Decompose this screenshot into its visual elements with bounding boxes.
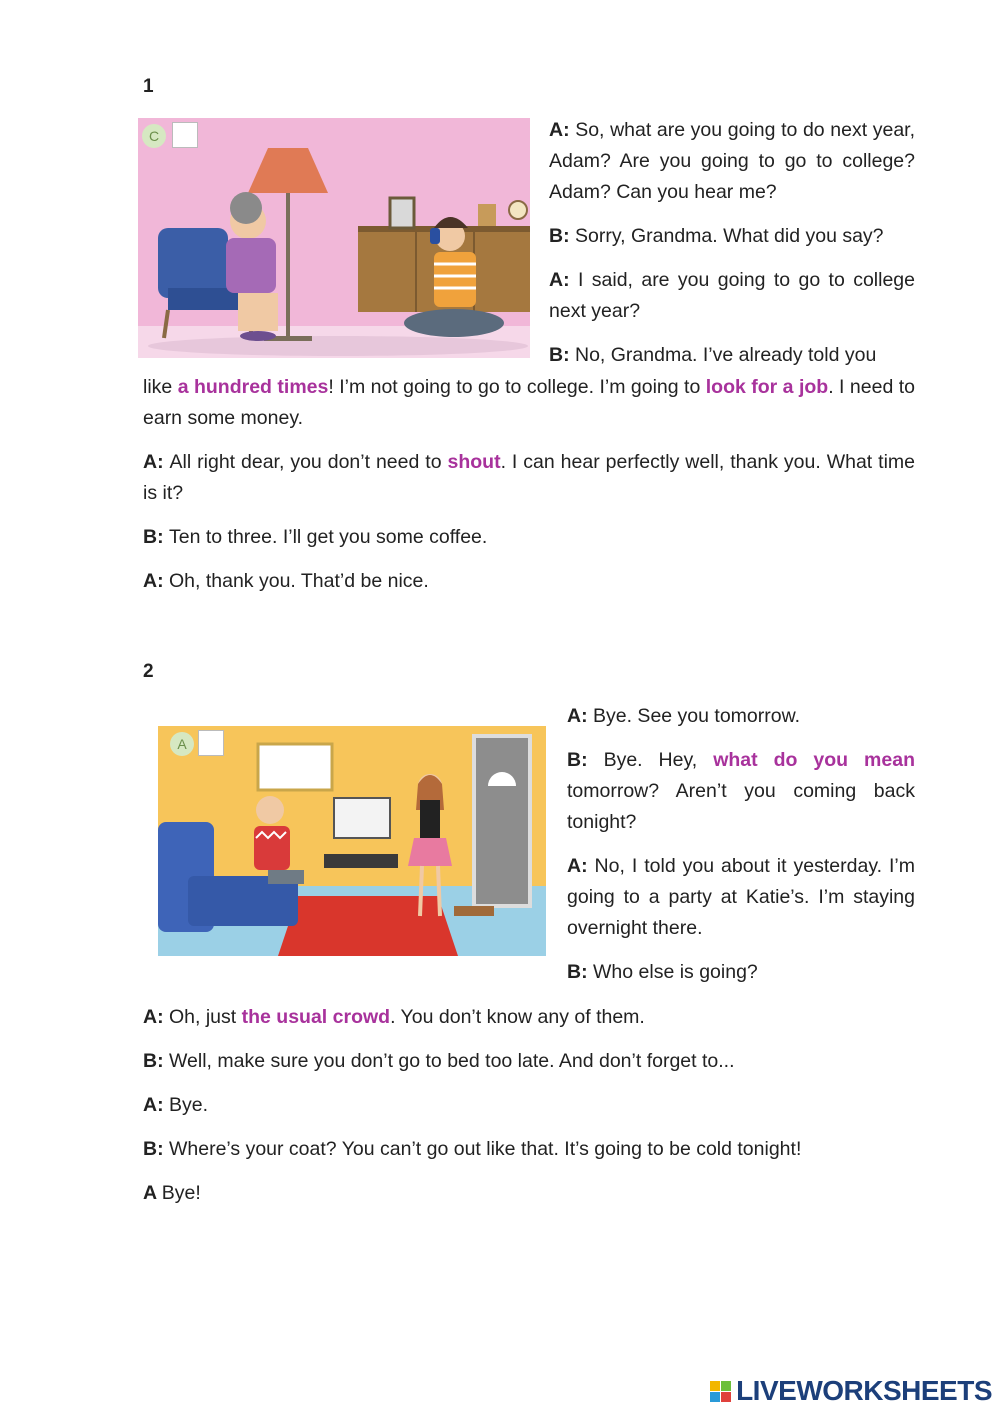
dialogue-text: No, I told you about it yesterday. I’m going to a party at Katie’s. I’m staying overnight there. — [567, 855, 915, 939]
dialogue-line — [143, 1090, 915, 1121]
brand-text: LIVEWORKSHEETS — [736, 1375, 992, 1406]
dialogue-text: Oh, thank you. That’d be nice. — [169, 570, 429, 592]
speaker-label: A: — [143, 1006, 169, 1028]
speaker-label: A: — [143, 451, 170, 473]
speaker-label: B: — [567, 749, 604, 771]
speaker-label: A: — [549, 269, 578, 291]
section-1-number: 1 — [143, 76, 154, 97]
dialogue-text: ! I’m not going to go to college. I’m going to — [328, 376, 706, 398]
speaker-label: A: — [567, 705, 593, 727]
speaker-label: A: — [143, 570, 169, 592]
dialogue-line — [567, 745, 915, 838]
highlighted-phrase: what do you mean — [713, 749, 915, 771]
illustration-living-room-leaving — [158, 726, 546, 956]
dialogue-line — [567, 701, 915, 732]
dialogue-continuation — [143, 372, 915, 434]
answer-checkbox[interactable] — [172, 122, 198, 148]
answer-checkbox[interactable] — [198, 730, 224, 756]
dialogue-line — [143, 447, 915, 509]
liveworksheets-logo — [710, 1375, 992, 1407]
dialogue-line — [143, 1002, 915, 1033]
speaker-label: B: — [549, 225, 575, 247]
dialogue-line — [549, 221, 915, 252]
speaker-label: B: — [567, 961, 593, 983]
dialogue-text: . I can hear perfectly well, thank you. What time is it? — [143, 451, 915, 504]
section-1-dialogue-side — [549, 115, 915, 384]
section-1-dialogue-full — [143, 372, 915, 610]
dialogue-text: Bye. See you tomorrow. — [593, 705, 801, 727]
section-2-dialogue-side — [567, 701, 915, 1001]
dialogue-text: No, Grandma. I’ve already told you — [575, 344, 877, 366]
highlighted-phrase: shout — [447, 451, 501, 473]
highlighted-phrase: look for a job — [705, 376, 829, 398]
brand-mark-icon — [710, 1381, 731, 1402]
highlighted-phrase: the usual crowd — [241, 1006, 391, 1028]
dialogue-line — [567, 851, 915, 944]
dialogue-line — [143, 1178, 915, 1209]
dialogue-text: So, what are you going to do next year, Adam? Are you going to go to college? Adam? Can you hear me? — [549, 119, 915, 203]
dialogue-text: Well, make sure you don’t go to bed too late. And don’t forget to... — [169, 1050, 735, 1072]
dialogue-line — [549, 115, 915, 208]
section-2-number: 2 — [143, 661, 154, 682]
dialogue-text: Ten to three. I’ll get you some coffee. — [169, 526, 488, 548]
dialogue-line — [143, 1134, 915, 1165]
dialogue-line — [567, 957, 915, 988]
dialogue-line — [143, 566, 915, 597]
speaker-label: B: — [143, 1050, 169, 1072]
image-letter-badge: C — [142, 124, 166, 148]
dialogue-text: like — [143, 376, 178, 398]
speaker-label: B: — [143, 526, 169, 548]
dialogue-text: Oh, just — [169, 1006, 242, 1028]
dialogue-text: Who else is going? — [593, 961, 758, 983]
dialogue-line — [549, 265, 915, 327]
dialogue-text: Sorry, Grandma. What did you say? — [575, 225, 884, 247]
dialogue-line — [549, 340, 915, 371]
dialogue-text: tomorrow? Aren’t you coming back tonight? — [567, 780, 915, 833]
dialogue-text: I said, are you going to go to college next year? — [549, 269, 915, 322]
dialogue-text: . I need to earn some money. — [143, 376, 915, 429]
dialogue-text: All right dear, you don’t need to — [169, 451, 448, 473]
speaker-label: B: — [549, 344, 575, 366]
speaker-label: B: — [143, 1138, 169, 1160]
section-2-dialogue-full — [143, 1002, 915, 1222]
speaker-label: A — [143, 1182, 162, 1204]
dialogue-text: Bye. Hey, — [603, 749, 714, 771]
dialogue-text: . You don’t know any of them. — [390, 1006, 645, 1028]
dialogue-text: Bye! — [161, 1182, 201, 1204]
speaker-label: A: — [549, 119, 576, 141]
dialogue-text: Where’s your coat? You can’t go out like that. It’s going to be cold tonight! — [169, 1138, 802, 1160]
dialogue-line — [143, 1046, 915, 1077]
speaker-label: A: — [567, 855, 595, 877]
image-letter-badge: A — [170, 732, 194, 756]
highlighted-phrase: a hundred times — [177, 376, 329, 398]
dialogue-line — [143, 522, 915, 553]
illustration-grandma-living-room — [138, 118, 530, 358]
dialogue-text: Bye. — [169, 1094, 209, 1116]
speaker-label: A: — [143, 1094, 169, 1116]
